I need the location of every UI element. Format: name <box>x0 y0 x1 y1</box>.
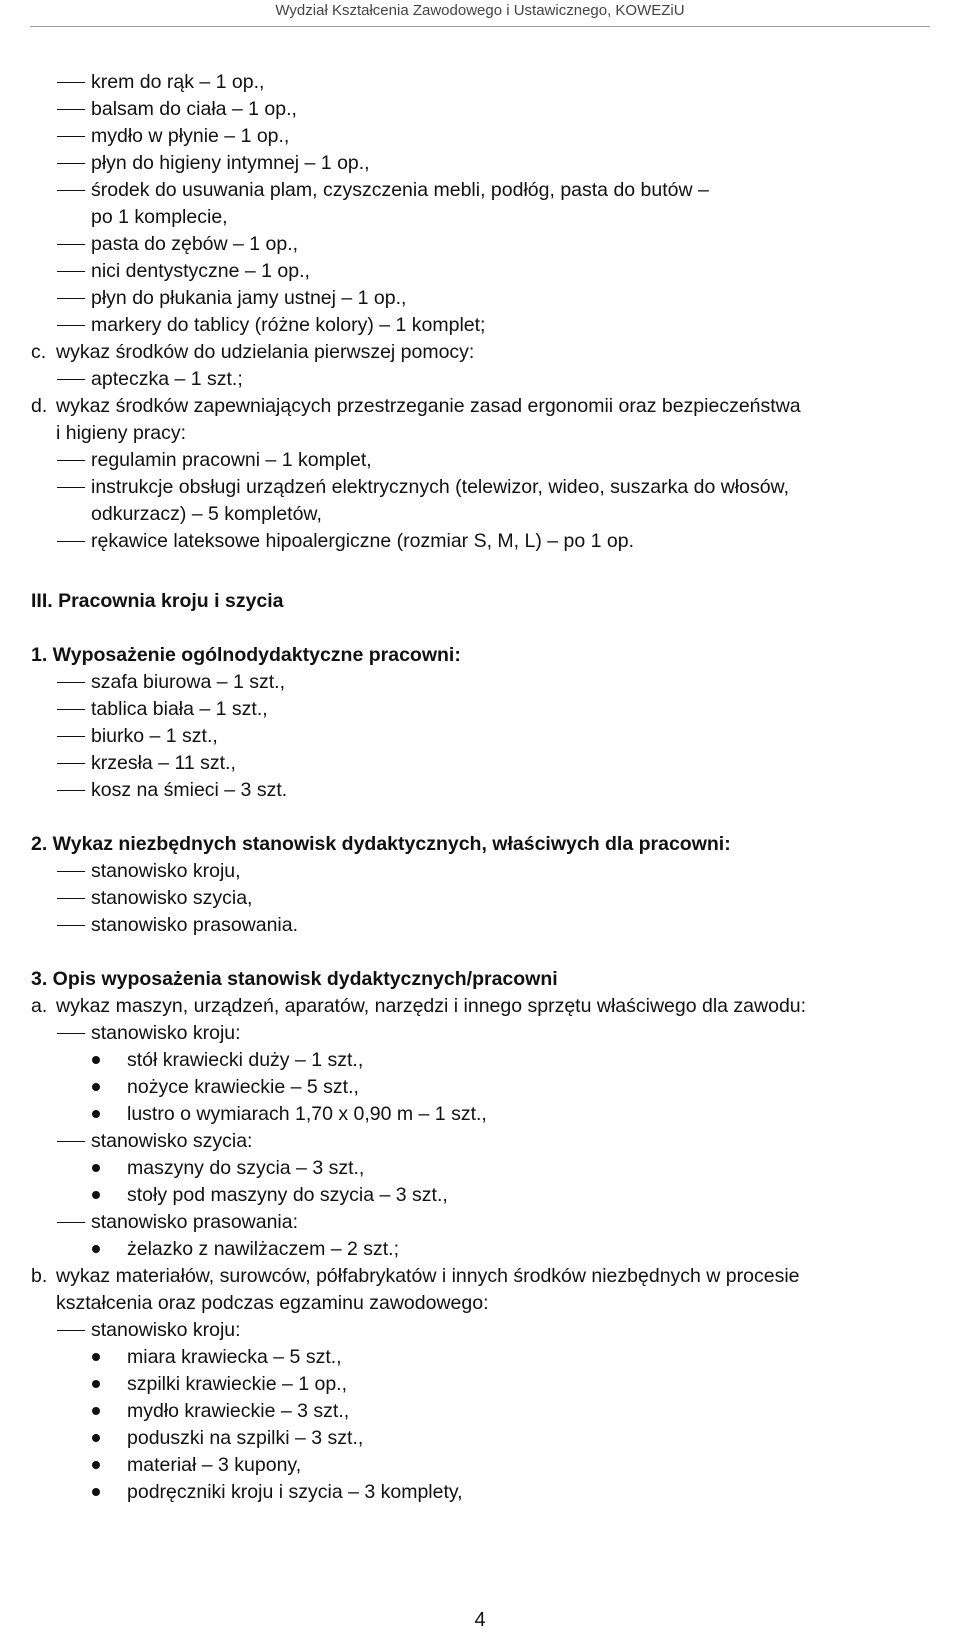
list-item: kosz na śmieci – 3 szt. <box>91 779 288 801</box>
dash-marker <box>57 298 85 299</box>
part3-a-marker: a. <box>31 995 48 1017</box>
list-item: stanowisko szycia, <box>91 887 253 909</box>
sub-list-item: stoły pod maszyny do szycia – 3 szt., <box>127 1184 448 1206</box>
list-item: stanowisko prasowania: <box>91 1211 299 1233</box>
list-item: krem do rąk – 1 op., <box>91 71 265 93</box>
part3-a-text: wykaz maszyn, urządzeń, aparatów, narzędzi i innego sprzętu właściwego dla zawodu: <box>56 995 807 1017</box>
part3-b-text: wykaz materiałów, surowców, półfabrykatów i innych środków niezbędnych w procesie <box>56 1265 800 1287</box>
page-number: 4 <box>474 1609 486 1631</box>
list-item-continuation: odkurzacz) – 5 kompletów, <box>91 503 322 525</box>
list-item: apteczka – 1 szt.; <box>91 368 243 390</box>
sub-list-item: miara krawiecka – 5 szt., <box>127 1346 342 1368</box>
header-divider <box>30 26 930 27</box>
dash-marker <box>57 763 85 764</box>
list-item: regulamin pracowni – 1 komplet, <box>91 449 372 471</box>
dash-marker <box>57 1330 85 1331</box>
dash-marker <box>57 871 85 872</box>
bullet-marker <box>92 1488 100 1496</box>
subsection-heading: 3. Opis wyposażenia stanowisk dydaktycznych/pracowni <box>31 968 558 990</box>
bullet-marker <box>92 1056 100 1064</box>
list-item-continuation: po 1 komplecie, <box>91 206 228 228</box>
list-item: stanowisko kroju: <box>91 1022 241 1044</box>
bullet-marker <box>92 1380 100 1388</box>
list-item: nici dentystyczne – 1 op., <box>91 260 310 282</box>
bullet-marker <box>92 1083 100 1091</box>
bullet-marker <box>92 1434 100 1442</box>
list-item: stanowisko prasowania. <box>91 914 299 936</box>
subsection-heading: 1. Wyposażenie ogólnodydaktyczne pracowni: <box>31 644 461 666</box>
list-item: płyn do higieny intymnej – 1 op., <box>91 152 370 174</box>
dash-marker <box>57 271 85 272</box>
page-header: Wydział Kształcenia Zawodowego i Ustawicznego, KOWEZiU <box>275 2 685 19</box>
list-item: tablica biała – 1 szt., <box>91 698 268 720</box>
list-item: markery do tablicy (różne kolory) – 1 komplet; <box>91 314 486 336</box>
sub-list-item: poduszki na szpilki – 3 szt., <box>127 1427 364 1449</box>
section-c-text: wykaz środków do udzielania pierwszej pomocy: <box>56 341 475 363</box>
section-c-marker: c. <box>31 341 47 363</box>
dash-marker <box>57 163 85 164</box>
dash-marker <box>57 682 85 683</box>
list-item: szafa biurowa – 1 szt., <box>91 671 286 693</box>
part3-b-marker: b. <box>31 1265 48 1287</box>
part3-b-text-continuation: kształcenia oraz podczas egzaminu zawodowego: <box>56 1292 489 1314</box>
list-item: pasta do zębów – 1 op., <box>91 233 299 255</box>
bullet-marker <box>92 1461 100 1469</box>
bullet-marker <box>92 1110 100 1118</box>
sub-list-item: podręczniki kroju i szycia – 3 komplety, <box>127 1481 463 1503</box>
section-d-text-continuation: i higieny pracy: <box>56 422 187 444</box>
subsection-heading: 2. Wykaz niezbędnych stanowisk dydaktycznych, właściwych dla pracowni: <box>31 833 731 855</box>
sub-list-item: materiał – 3 kupony, <box>127 1454 302 1476</box>
dash-marker <box>57 82 85 83</box>
list-item: rękawice lateksowe hipoalergiczne (rozmiar S, M, L) – po 1 op. <box>91 530 634 552</box>
dash-marker <box>57 736 85 737</box>
bullet-marker <box>92 1245 100 1253</box>
dash-marker <box>57 379 85 380</box>
bullet-marker <box>92 1407 100 1415</box>
list-item: mydło w płynie – 1 op., <box>91 125 290 147</box>
dash-marker <box>57 709 85 710</box>
sub-list-item: żelazko z nawilżaczem – 2 szt.; <box>127 1238 400 1260</box>
list-item: krzesła – 11 szt., <box>91 752 236 774</box>
dash-marker <box>57 109 85 110</box>
bullet-marker <box>92 1164 100 1172</box>
sub-list-item: maszyny do szycia – 3 szt., <box>127 1157 365 1179</box>
list-item: biurko – 1 szt., <box>91 725 218 747</box>
dash-marker <box>57 1033 85 1034</box>
dash-marker <box>57 325 85 326</box>
list-item: stanowisko kroju: <box>91 1319 241 1341</box>
list-item: płyn do płukania jamy ustnej – 1 op., <box>91 287 407 309</box>
list-item: stanowisko kroju, <box>91 860 241 882</box>
dash-marker <box>57 460 85 461</box>
dash-marker <box>57 541 85 542</box>
bullet-marker <box>92 1353 100 1361</box>
section-d-marker: d. <box>31 395 48 417</box>
dash-marker <box>57 136 85 137</box>
dash-marker <box>57 1141 85 1142</box>
dash-marker <box>57 1222 85 1223</box>
section-heading: III. Pracownia kroju i szycia <box>31 590 284 612</box>
bullet-marker <box>92 1191 100 1199</box>
section-d-text: wykaz środków zapewniających przestrzeganie zasad ergonomii oraz bezpieczeństwa <box>56 395 801 417</box>
list-item: instrukcje obsługi urządzeń elektrycznych (telewizor, wideo, suszarka do włosów, <box>91 476 789 498</box>
list-item: balsam do ciała – 1 op., <box>91 98 297 120</box>
sub-list-item: mydło krawieckie – 3 szt., <box>127 1400 350 1422</box>
dash-marker <box>57 925 85 926</box>
dash-marker <box>57 244 85 245</box>
list-item: stanowisko szycia: <box>91 1130 253 1152</box>
dash-marker <box>57 190 85 191</box>
dash-marker <box>57 898 85 899</box>
sub-list-item: nożyce krawieckie – 5 szt., <box>127 1076 359 1098</box>
sub-list-item: lustro o wymiarach 1,70 x 0,90 m – 1 szt., <box>127 1103 487 1125</box>
dash-marker <box>57 790 85 791</box>
sub-list-item: szpilki krawieckie – 1 op., <box>127 1373 348 1395</box>
list-item: środek do usuwania plam, czyszczenia mebli, podłóg, pasta do butów – <box>91 179 709 201</box>
sub-list-item: stół krawiecki duży – 1 szt., <box>127 1049 364 1071</box>
dash-marker <box>57 487 85 488</box>
